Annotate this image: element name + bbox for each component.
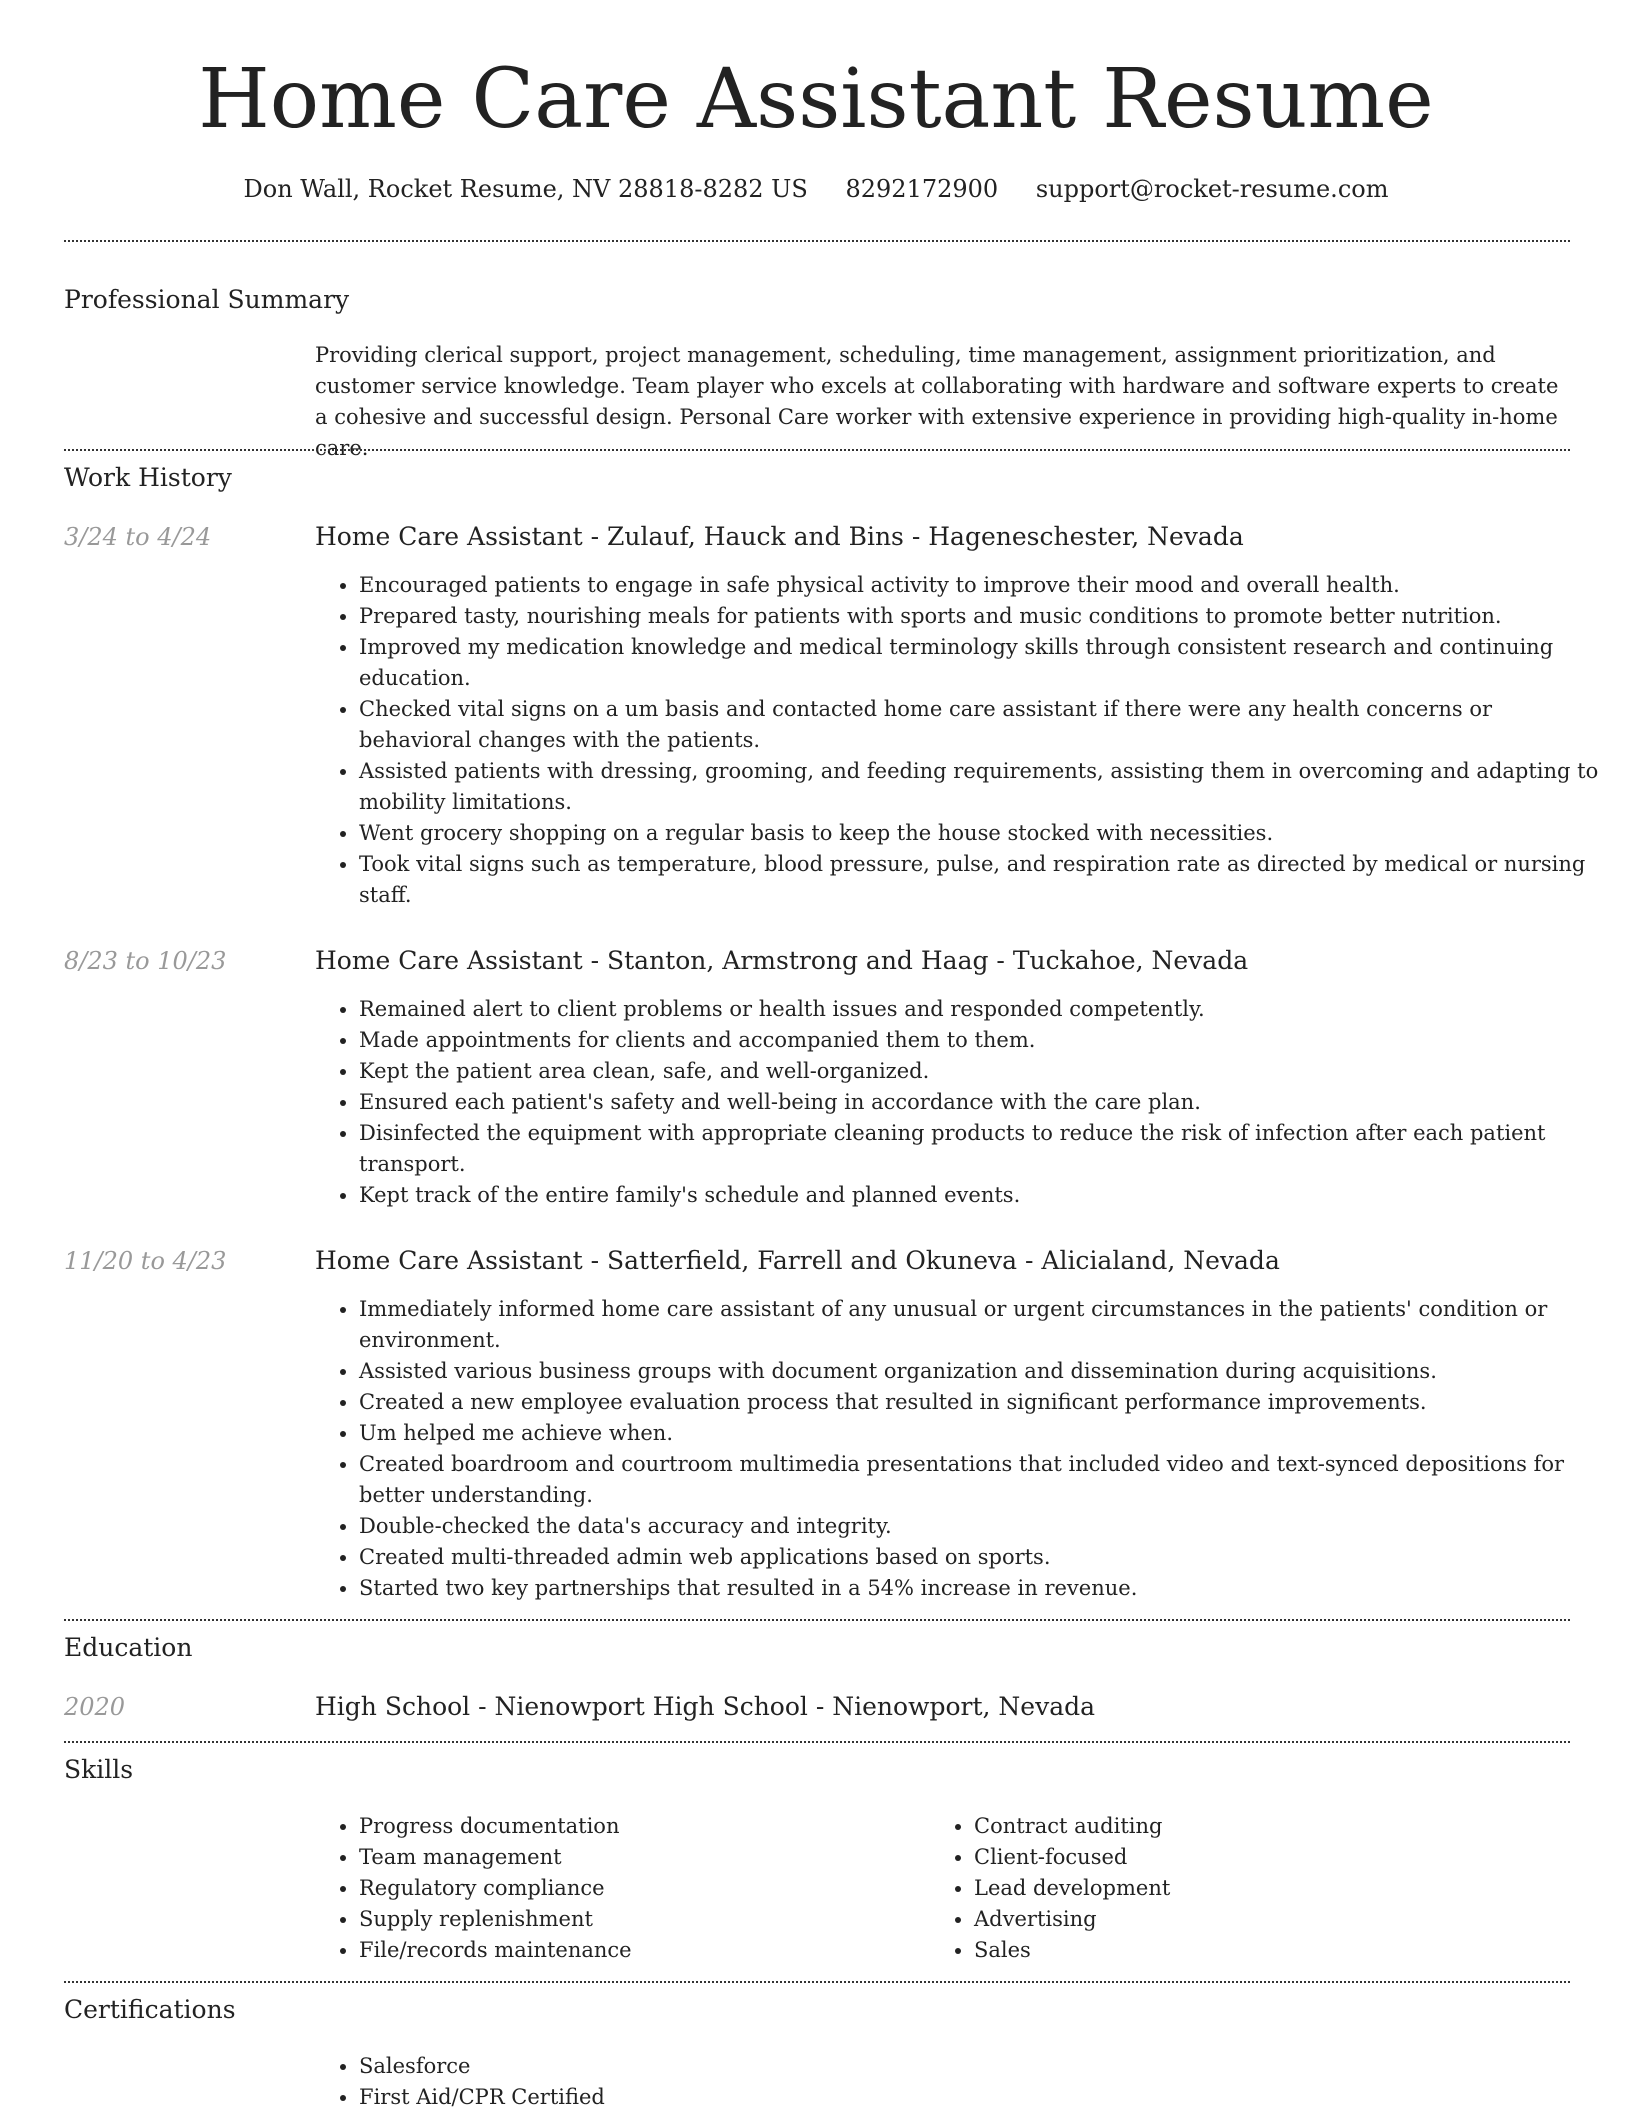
list-item: • Immediately informed home care assistant of any unusual or urgent circumstances in the patients' condition or environment. (359, 1294, 1599, 1356)
list-item: • Advertising (974, 1904, 1534, 1935)
skills-heading: Skills (64, 1755, 134, 1784)
list-item: • Started two key partnerships that resulted in a 54% increase in revenue. (359, 1573, 1599, 1604)
work-history-heading: Work History (64, 463, 232, 492)
section-divider (64, 240, 1570, 242)
resume-title: Home Care Assistant Resume (198, 52, 1434, 147)
job-dates: 8/23 to 10/23 (64, 947, 227, 975)
summary-text: Providing clerical support, project management, scheduling, time management, assignment prioritization, and customer service knowledge. Team player who excels at collaborating with hardware and software experts to create a cohesive and successful design. Personal Care worker with extensive experience in providing high-quality in-home care. (315, 343, 1559, 460)
list-item: • Team management (359, 1842, 919, 1873)
list-item: • Assisted patients with dressing, grooming, and feeding requirements, assisting them in overcoming and adapting to mobility limitations. (359, 756, 1599, 818)
list-item: • Um helped me achieve when. (359, 1418, 1599, 1449)
list-item: • Disinfected the equipment with appropriate cleaning products to reduce the risk of infection after each patient transport. (359, 1118, 1599, 1180)
section-divider (64, 449, 1570, 451)
list-item: • Ensured each patient's safety and well-being in accordance with the care plan. (359, 1087, 1599, 1118)
skills-list-right (930, 1811, 1534, 1966)
list-item: • Created multi-threaded admin web applications based on sports. (359, 1542, 1599, 1573)
list-item: • Created a new employee evaluation process that resulted in significant performance improvements. (359, 1387, 1599, 1418)
education-year: 2020 (64, 1693, 126, 1721)
list-item: • Sales (974, 1935, 1534, 1966)
education-heading: Education (64, 1633, 193, 1662)
list-item: • Went grocery shopping on a regular basis to keep the house stocked with necessities. (359, 818, 1599, 849)
list-item: • Remained alert to client problems or health issues and responded competently. (359, 994, 1599, 1025)
list-item: • Improved my medication knowledge and medical terminology skills through consistent research and continuing education. (359, 632, 1599, 694)
list-item: • File/records maintenance (359, 1935, 919, 1966)
list-item: • Supply replenishment (359, 1904, 919, 1935)
section-divider (64, 1619, 1570, 1621)
skills-list-left (315, 1811, 919, 1966)
job-dates: 11/20 to 4/23 (64, 1247, 227, 1275)
list-item: • Created boardroom and courtroom multimedia presentations that included video and text-synced depositions for better understanding. (359, 1449, 1599, 1511)
job-duties-list (315, 570, 1599, 911)
list-item: • Salesforce (359, 2051, 1599, 2082)
list-item: • Assisted various business groups with document organization and dissemination during acquisitions. (359, 1356, 1599, 1387)
list-item: • Checked vital signs on a um basis and contacted home care assistant if there were any health concerns or behavioral changes with the patients. (359, 694, 1599, 756)
job-title: Home Care Assistant - Stanton, Armstrong and Haag - Tuckahoe, Nevada (315, 946, 1249, 975)
job-duties-list (315, 1294, 1599, 1604)
education-entry: High School - Nienowport High School - Nienowport, Nevada (315, 1692, 1096, 1721)
list-item: • Lead development (974, 1873, 1534, 1904)
list-item: • Prepared tasty, nourishing meals for patients with sports and music conditions to promote better nutrition. (359, 601, 1599, 632)
contact-line (0, 170, 1632, 208)
contact-phone: 8292172900 (845, 175, 999, 203)
summary-heading: Professional Summary (64, 285, 350, 314)
list-item: • Client-focused (974, 1842, 1534, 1873)
certifications-heading: Certifications (64, 1995, 236, 2024)
list-item: • Contract auditing (974, 1811, 1534, 1842)
contact-address: Don Wall, Rocket Resume, NV 28818-8282 US (243, 175, 808, 203)
list-item: • Regulatory compliance (359, 1873, 919, 1904)
list-item: • First Aid/CPR Certified (359, 2082, 1599, 2113)
list-item: • Made appointments for clients and accompanied them to them. (359, 1025, 1599, 1056)
list-item: • Double-checked the data's accuracy and integrity. (359, 1511, 1599, 1542)
certifications-list (315, 2051, 1599, 2113)
section-divider (64, 1981, 1570, 1983)
list-item: • Kept the patient area clean, safe, and well-organized. (359, 1056, 1599, 1087)
contact-email: support@rocket-resume.com (1035, 175, 1389, 203)
list-item: • Encouraged patients to engage in safe physical activity to improve their mood and overall health. (359, 570, 1599, 601)
list-item: • Kept track of the entire family's schedule and planned events. (359, 1180, 1599, 1211)
job-title: Home Care Assistant - Satterfield, Farrell and Okuneva - Alicialand, Nevada (315, 1246, 1280, 1275)
job-duties-list (315, 994, 1599, 1211)
job-title: Home Care Assistant - Zulauf, Hauck and Bins - Hageneschester, Nevada (315, 522, 1244, 551)
list-item: • Took vital signs such as temperature, blood pressure, pulse, and respiration rate as directed by medical or nursing staff. (359, 849, 1599, 911)
job-dates: 3/24 to 4/24 (64, 523, 212, 551)
list-item: • Progress documentation (359, 1811, 919, 1842)
section-divider (64, 1741, 1570, 1743)
